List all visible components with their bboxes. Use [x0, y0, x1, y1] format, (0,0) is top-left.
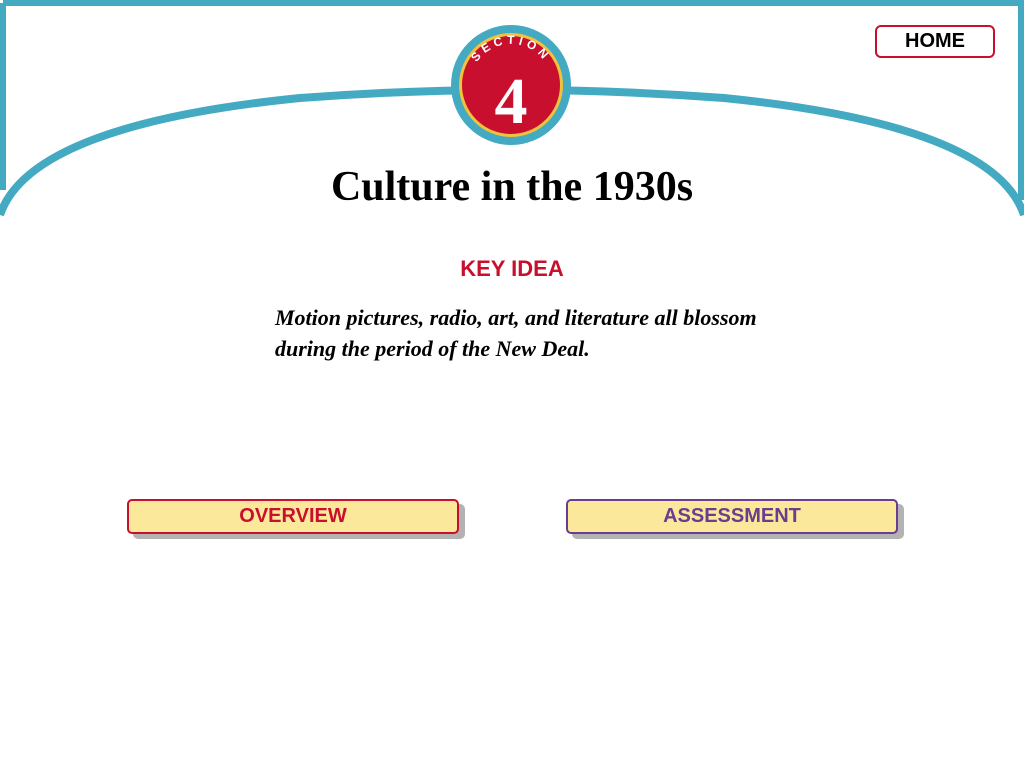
key-idea-text: Motion pictures, radio, art, and literature all blossom during the period of the New Deal. [275, 305, 757, 361]
home-button[interactable]: HOME [875, 25, 995, 58]
section-number: 4 [494, 65, 528, 138]
key-idea-heading: KEY IDEA [460, 256, 564, 281]
assessment-button[interactable]: ASSESSMENT [566, 499, 898, 534]
page-title: Culture in the 1930s [330, 164, 694, 210]
section-label: SECTION [468, 32, 554, 65]
section-badge [449, 23, 573, 147]
overview-button[interactable]: OVERVIEW [127, 499, 459, 534]
